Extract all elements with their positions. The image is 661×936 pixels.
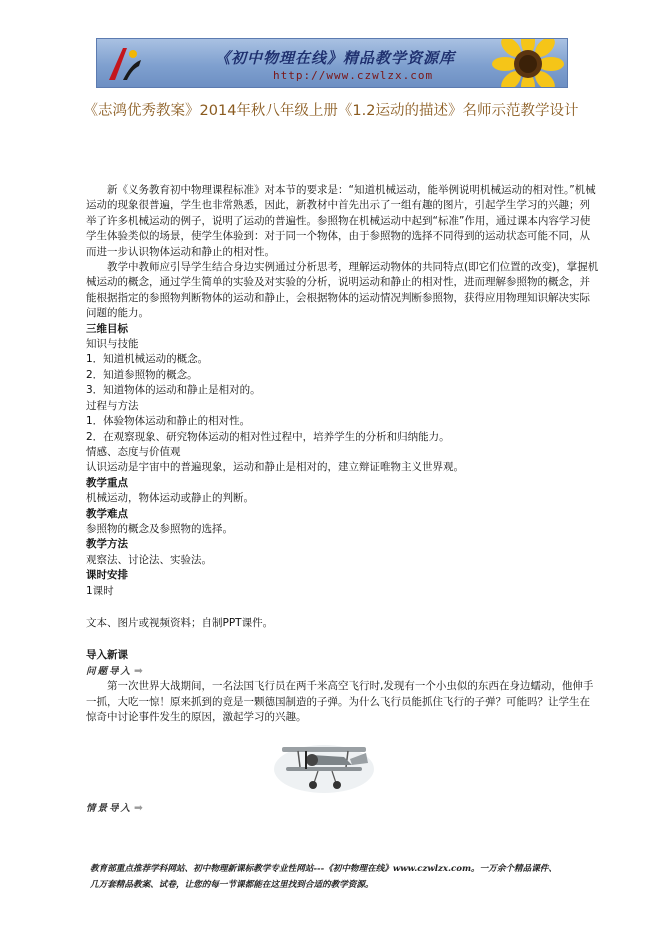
site-banner [96, 38, 568, 88]
knowledge-item: 1．知道机械运动的概念。 [86, 353, 209, 366]
key-points-text: 机械运动，物体运动或静止的判断。 [86, 492, 254, 505]
key-points-heading: 教学重点 [86, 476, 128, 489]
goals-heading: 三维目标 [86, 322, 128, 335]
knowledge-heading: 知识与技能 [86, 338, 139, 351]
site-logo-icon [103, 42, 145, 84]
footer-line-1: 教育部重点推荐学科网站、初中物理新课标教学专业性网站---《初中物理在线》www.czwlzx.com。一万余个精品课件、 [90, 864, 557, 874]
biplane-figure [86, 729, 600, 801]
process-item: 1．体验物体运动和静止的相对性。 [86, 415, 251, 428]
methods-heading: 教学方法 [86, 538, 128, 551]
biplane-icon [272, 729, 376, 799]
values-text: 认识运动是宇宙中的普遍现象，运动和静止是相对的，建立辩证唯物主义世界观。 [86, 461, 464, 474]
intro-paragraph-2: 教学中教师应引导学生结合身边实例通过分析思考，理解运动物体的共同特点(即它们位置的改变)，掌握机械运动的概念，通过学生简单的实验及对实验的分析，说明运动和静止的相对性，进而理解参照物的概念，并能根据指定的参照物判断物体的运动和静止，会根据物体的运动情况判断参照物，获得应用物理知识解决实际问题的能力。 [86, 261, 599, 320]
scene-tag-label: 情景导入 [86, 803, 133, 815]
values-heading: 情感、态度与价值观 [86, 445, 181, 458]
schedule-heading: 课时安排 [86, 569, 128, 582]
sunflower-icon [483, 38, 568, 88]
document-title: 《志鸿优秀教案》2014年秋八年级上册《1.2运动的描述》名师示范教学设计 [83, 103, 579, 119]
document-body [86, 183, 600, 817]
process-heading: 过程与方法 [86, 399, 139, 412]
footer-line-2: 几万套精品教案、试卷，让您的每一节课都能在这里找到合适的教学资源。 [90, 880, 374, 890]
process-item: 2．在观察现象、研究物体运动的相对性过程中，培养学生的分析和归纳能力。 [86, 430, 450, 443]
intro-paragraph-1: 新《义务教育初中物理课程标准》对本节的要求是：“知道机械运动，能举例说明机械运动的相对性。”机械运动的现象很普遍，学生也非常熟悉，因此，新教材中首先出示了一组有趣的图片，引起学生学习的兴趣；列举了许多机械运动的例子，说明了运动的普遍性。参照物在机械运动中起到“标准”作用，通过课本内容学习使学生体验类似的场景，使学生体验到：对于同一个物体，由于参照物的选择不同得到的运动状态可能不同，从而进一步认识物体运动和静止的相对性。 [86, 184, 596, 258]
page-footer [90, 861, 610, 893]
question-tag [86, 664, 600, 679]
knowledge-item: 3．知道物体的运动和静止是相对的。 [86, 384, 261, 397]
banner-url: http://www.czwlzx.com [273, 69, 434, 82]
difficulties-heading: 教学难点 [86, 507, 128, 520]
knowledge-item: 2．知道参照物的概念。 [86, 368, 198, 381]
intro-lesson-heading: 导入新课 [86, 649, 128, 662]
question-paragraph: 第一次世界大战期间，一名法国飞行员在两千米高空飞行时,发现有一个小虫似的东西在身边蠕动，他伸手一抓，大吃一惊！原来抓到的竟是一颗德国制造的子弹。为什么飞行员能抓住飞行的子弹？可能吗？让学生在惊奇中讨论事件发生的原因，激起学习的兴趣。 [86, 680, 594, 723]
banner-title: 《初中物理在线》精品教学资源库 [215, 49, 456, 67]
arrow-right-icon: ➡ [134, 802, 143, 815]
scene-tag [86, 801, 600, 816]
difficulties-text: 参照物的概念及参照物的选择。 [86, 522, 233, 535]
question-tag-label: 问题导入 [86, 665, 133, 677]
schedule-text: 1课时 [86, 584, 114, 597]
methods-text: 观察法、讨论法、实验法。 [86, 553, 212, 566]
materials-text: 文本、图片或视频资料；自制PPT课件。 [86, 616, 274, 629]
arrow-right-icon: ➡ [134, 664, 143, 677]
